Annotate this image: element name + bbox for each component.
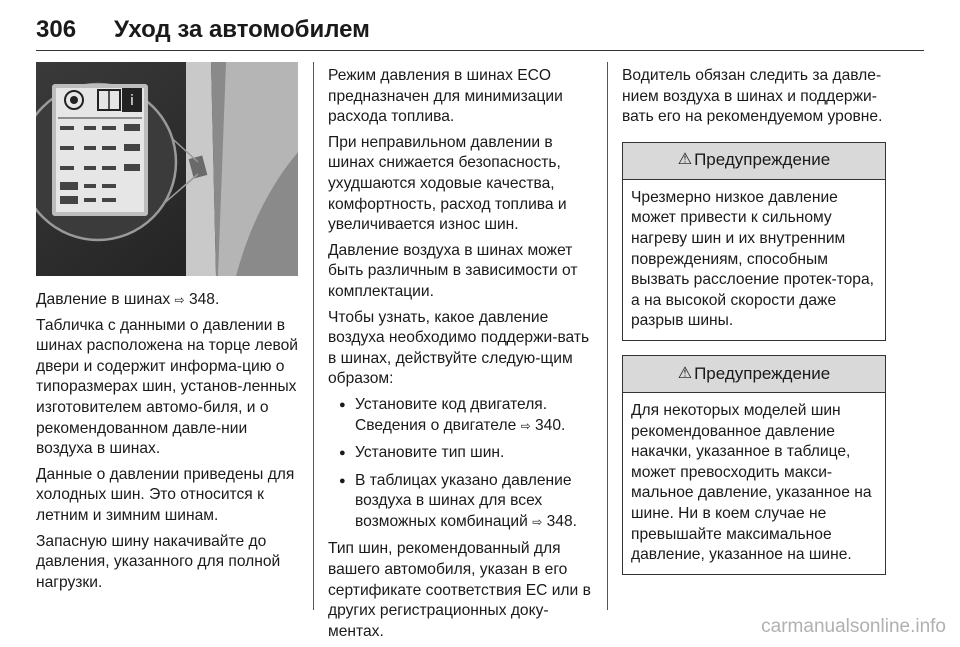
list-item: ● Установите тип шин.: [328, 443, 594, 464]
page-link[interactable]: 348.: [546, 512, 577, 530]
paragraph-placard-location: Табличка с данными о давлении в шинах расположена на торце левой двери и содержит информа-цию о типоразмерах шин, установ-ленных изготовителем автомо-биля, и о рекомендованном давле-нии воздуха в шинах.: [36, 316, 298, 458]
list-item: [328, 395, 594, 436]
page-number: 306: [36, 16, 77, 43]
paragraph-pressure-ref: [36, 290, 298, 311]
list-item-text: Установите код двигателя. Сведения о двигателе: [355, 395, 548, 434]
warning-header: [623, 143, 885, 180]
column-divider-2: [607, 62, 608, 610]
warning-title: Предупреждение: [694, 150, 831, 170]
paragraph-pressure-varies: Давление воздуха в шинах может быть различным в зависимости от комплектации.: [328, 241, 578, 300]
column-divider-1: [313, 62, 314, 610]
arrow-icon: ⇨: [520, 418, 531, 433]
list-item-text: В таблицах указано давление воздуха в шинах для всех возможных комбинаций: [355, 471, 572, 530]
warning-body: Для некоторых моделей шин рекомендованное давление накачки, указанное в таблице, может превосходить макси-мальное давление, указанное на шине. Ни в коем случае не превышайте максимальное давление, указанное на шине.: [631, 401, 872, 564]
column-1: [36, 62, 298, 598]
svg-text:i: i: [130, 93, 134, 109]
column-3: [622, 66, 886, 585]
page-title: Уход за автомобилем: [114, 16, 370, 43]
list-item: [328, 471, 594, 533]
warning-body: Чрезмерно низкое давление может привести к сильному нагреву шин и их внутренним повреждениям, способным вызвать расслоение протек-тора, а на высокой скорости даже разрыв шины.: [631, 188, 874, 330]
paragraph-incorrect-pressure: При неправильном давлении в шинах снижается безопасность, ухудшаются ходовые качества, комфортность, расход топлива и увеличивается износ шин.: [328, 133, 567, 234]
warning-icon: ⚠: [677, 151, 693, 169]
paragraph-cold-tires: Данные о давлении приведены для холодных шин. Это относится к летним и зимним шинам.: [36, 465, 295, 524]
warning-header: [623, 356, 885, 393]
tire-pressure-label-photo: [36, 62, 298, 276]
steps-list: [328, 395, 594, 533]
paragraph-eco-mode: Режим давления в шинах ECO предназначен для минимизации расхода топлива.: [328, 67, 563, 126]
column-2: [328, 66, 594, 647]
warning-box-low-pressure: [622, 142, 886, 341]
paragraph-pressure-ref-text: Давление в шинах: [36, 291, 171, 308]
warning-box-max-pressure: [622, 355, 886, 575]
page-link[interactable]: 340.: [535, 416, 566, 434]
paragraph-spare-tire: Запасную шину накачивайте до давления, указанного для полной нагрузки.: [36, 532, 281, 591]
page-link[interactable]: 348.: [188, 291, 220, 308]
paragraph-driver-duty: Водитель обязан следить за давле-нием воздуха в шинах и поддержи-вать его на рекомендуемом уровне.: [622, 67, 883, 126]
warning-icon: ⚠: [677, 364, 693, 382]
paragraph-how-to: Чтобы узнать, какое давление воздуха необходимо поддержи-вать в шинах, действуйте следую-щим образом:: [328, 308, 590, 388]
arrow-icon: ⇨: [174, 293, 185, 307]
watermark: carmanualsonline.info: [761, 616, 946, 637]
page-header: [36, 14, 924, 51]
paragraph-tire-type: Тип шин, рекомендованный для вашего автомобиля, указан в его сертификате соответствия ЕС или в других регистрационных доку-ментах.: [328, 540, 591, 640]
warning-title: Предупреждение: [694, 363, 831, 383]
arrow-icon: ⇨: [532, 514, 543, 529]
